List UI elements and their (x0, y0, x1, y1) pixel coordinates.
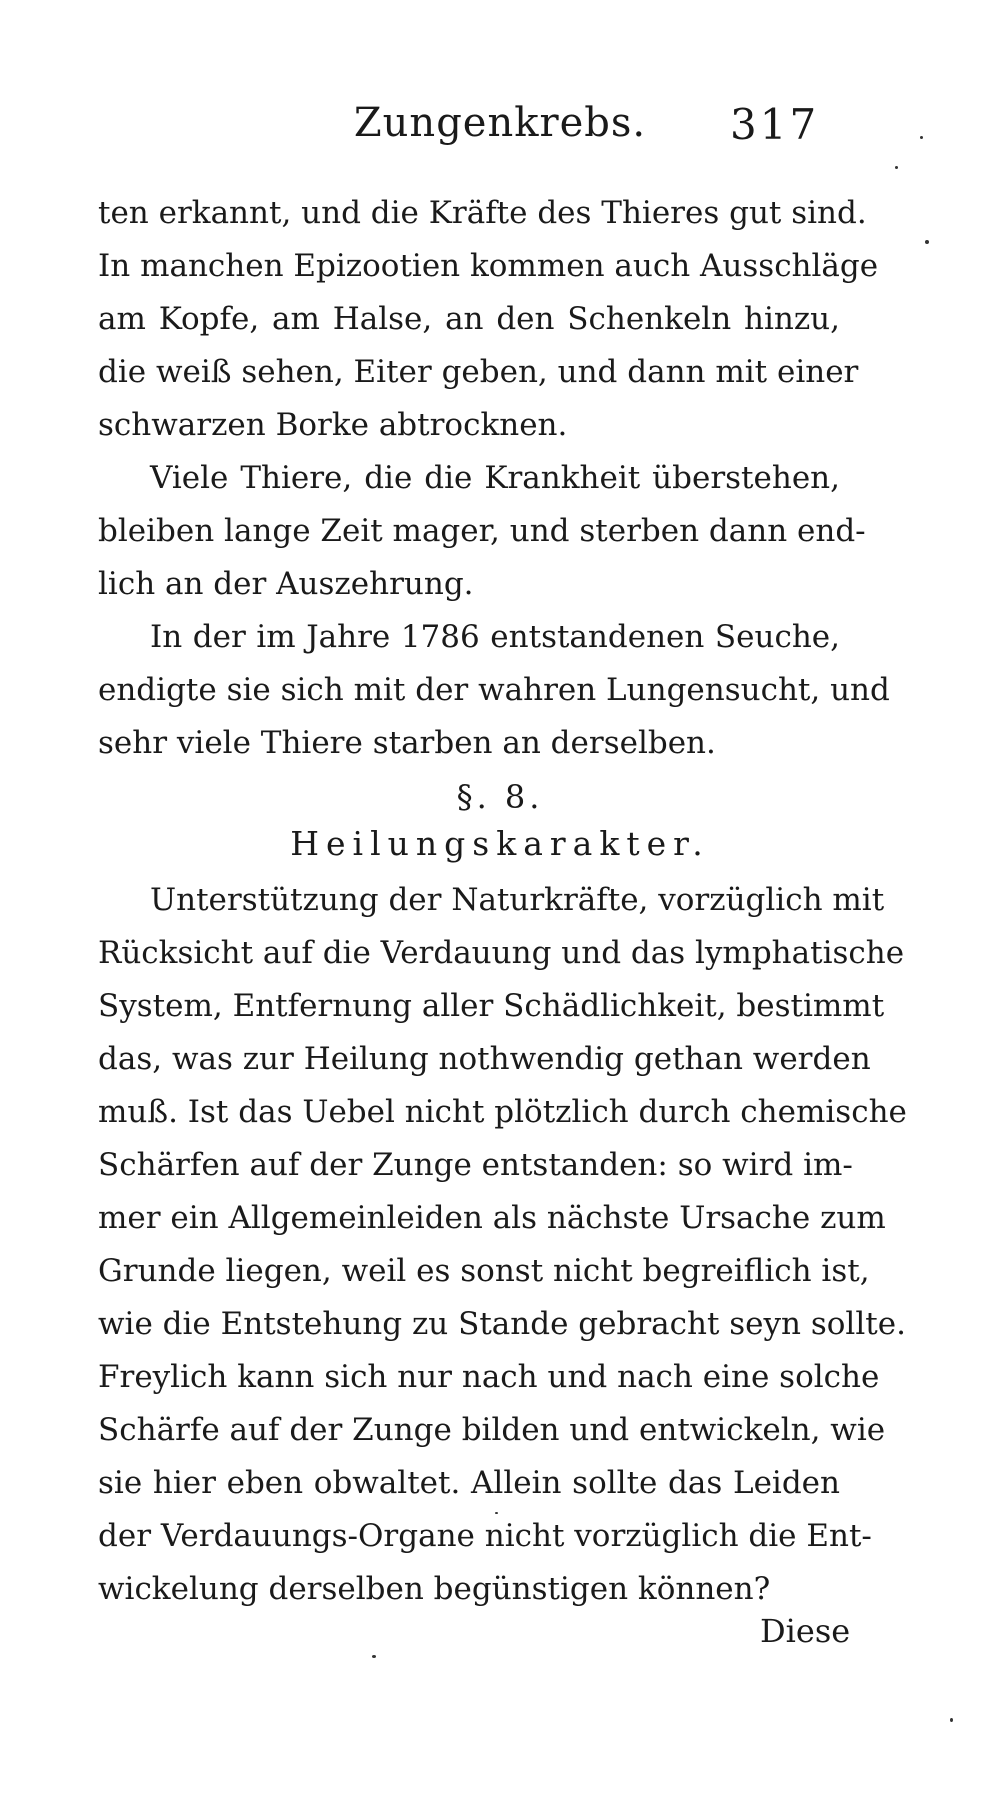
text-line: In der im Jahre 1786 entstandenen Seuche, (150, 619, 840, 655)
text-line: Schärfen auf der Zunge entstanden: so wird im- (98, 1147, 853, 1183)
text-line: am Kopfe, am Halse, an den Schenkeln hinzu, (98, 301, 840, 337)
text-line: Schärfe auf der Zunge bilden und entwickeln, wie (98, 1412, 886, 1448)
text-line: sehr viele Thiere starben an derselben. (98, 725, 716, 761)
text-line: das, was zur Heilung nothwendig gethan werden (98, 1041, 871, 1077)
text-line: wie die Entstehung zu Stande gebracht seyn sollte. (98, 1306, 906, 1342)
section-number: §. 8. (456, 778, 544, 816)
print-speck (372, 1655, 376, 1658)
print-speck (495, 1512, 498, 1514)
print-speck (895, 166, 898, 169)
text-line: sie hier eben obwaltet. Allein sollte das Leiden (98, 1465, 840, 1501)
text-line: bleiben lange Zeit mager, und sterben dann end- (98, 513, 866, 549)
running-head: Zungenkrebs. (353, 100, 647, 146)
text-line: System, Entfernung aller Schädlichkeit, bestimmt (98, 988, 885, 1024)
text-line: In manchen Epizootien kommen auch Ausschläge (98, 248, 879, 284)
print-speck (920, 136, 923, 139)
text-line: der Verdauungs-Organe nicht vorzüglich die Ent- (98, 1518, 872, 1554)
section-heading: Heilungskarakter. (290, 824, 710, 863)
text-line: mer ein Allgemeinleiden als nächste Ursache zum (98, 1200, 886, 1236)
text-line: die weiß sehen, Eiter geben, und dann mit einer (98, 354, 859, 390)
text-line: Viele Thiere, die die Krankheit überstehen, (150, 460, 840, 496)
text-line: wickelung derselben begünstigen können? (98, 1571, 771, 1607)
print-speck (950, 1718, 953, 1722)
text-line: ten erkannt, und die Kräfte des Thieres gut sind. (98, 195, 867, 231)
text-line: Grunde liegen, weil es sonst nicht begreiflich ist, (98, 1253, 870, 1289)
print-speck (925, 240, 929, 244)
text-line: schwarzen Borke abtrocknen. (98, 407, 568, 443)
text-line: lich an der Auszehrung. (98, 566, 474, 602)
text-line: endigte sie sich mit der wahren Lungensucht, und (98, 672, 890, 708)
text-line: muß. Ist das Uebel nicht plötzlich durch chemische (98, 1094, 907, 1130)
page-number: 317 (730, 100, 820, 149)
text-line: Rücksicht auf die Verdauung und das lymphatische (98, 935, 905, 971)
text-line: Unterstützung der Naturkräfte, vorzüglich mit (150, 882, 885, 918)
text-line: Freylich kann sich nur nach und nach eine solche (98, 1359, 880, 1395)
catchword: Diese (760, 1612, 851, 1650)
